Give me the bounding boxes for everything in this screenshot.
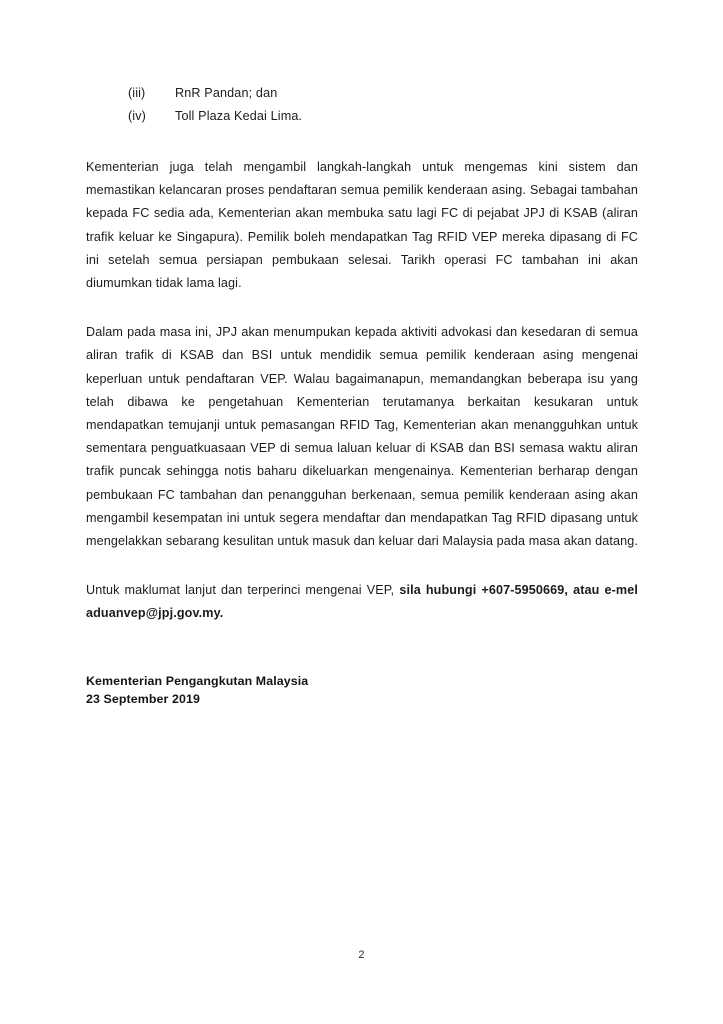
signature-organisation: Kementerian Pengangkutan Malaysia xyxy=(86,673,309,688)
paragraph-advocacy-enforcement: Dalam pada masa ini, JPJ akan menumpukan kepada aktiviti advokasi dan kesedaran di semua aliran trafik di KSAB dan BSI untuk mendidik semua pemilik kenderaan asing mengenai keperluan untuk pendaftaran VEP. Walau bagaimanapun, memandangkan beberapa isu yang telah dibawa ke pengetahuan Kementerian terutamanya berkaitan kesukaran untuk mendapatkan temujanji untuk pemasangan RFID Tag, Kementerian akan menangguhkan untuk sementara penguatkuasaan VEP di semua laluan keluar di KSAB dan BSI semasa waktu aliran trafik puncak sehingga notis baharu dikeluarkan mengenainya. Kementerian berharap dengan pembukaan FC tambahan dan penangguhan berkenaan, semua pemilik kenderaan asing akan mengambil kesempatan ini untuk segera mendaftar dan mendapatkan Tag RFID dipasang untuk mengelakkan sebarang kesulitan untuk masuk dan keluar dari Malaysia pada masa akan datang. xyxy=(86,325,638,549)
list-item-marker: (iv) xyxy=(128,109,146,123)
page-number: 2 xyxy=(358,949,365,961)
contact-info-lead: Untuk maklumat lanjut dan terperinci mengenai VEP, xyxy=(86,583,400,598)
list-item xyxy=(86,82,638,105)
signature-date: 23 September 2019 xyxy=(86,692,200,707)
list-item-marker: (iii) xyxy=(128,86,146,100)
roman-numeral-list xyxy=(86,82,638,128)
list-item-text: Toll Plaza Kedai Lima. xyxy=(175,109,303,123)
list-item xyxy=(86,105,638,128)
list-item-text: RnR Pandan; dan xyxy=(175,86,278,100)
paragraph-fc-update: Kementerian juga telah mengambil langkah-langkah untuk mengemas kini sistem dan memastikan kelancaran proses pendaftaran semua pemilik kenderaan asing. Sebagai tambahan kepada FC sedia ada, Kementerian akan membuka satu lagi FC di pejabat JPJ di KSAB (aliran trafik keluar ke Singapura). Pemilik boleh mendapatkan Tag RFID VEP mereka dipasang di FC ini setelah semua persiapan pembukaan selesai. Tarikh operasi FC tambahan ini akan diumumkan tidak lama lagi. xyxy=(86,160,638,291)
contact-info-details: sila hubungi +607-5950669, atau e-mel aduanvep@jpj.gov.my. xyxy=(86,583,638,621)
signature-block xyxy=(86,672,638,709)
paragraph-contact-info xyxy=(86,579,638,625)
document-body xyxy=(86,82,638,709)
